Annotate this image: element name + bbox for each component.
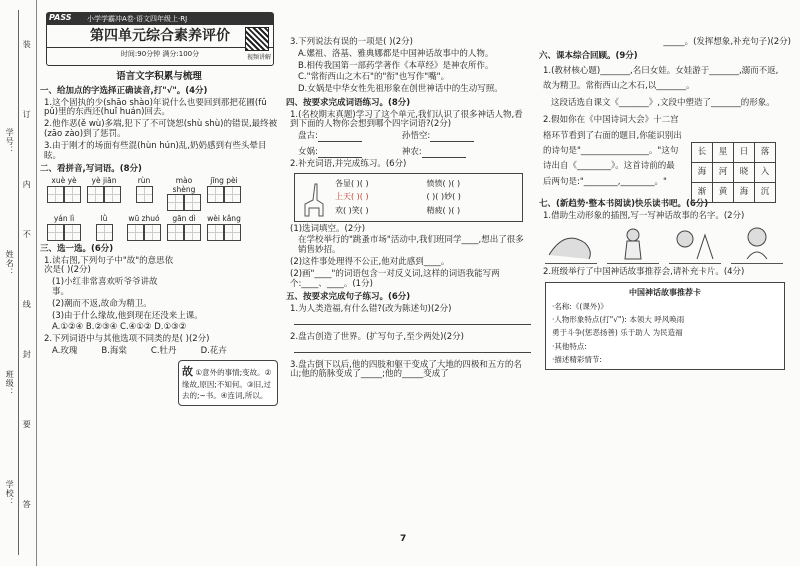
q7-2: 2.班级举行了中国神话故事推荐会,请补充卡片。(4分)	[543, 267, 745, 278]
grid-cell[interactable]: 长	[692, 143, 713, 163]
q7-1: 1.借助生动形象的插图,写一写神话故事的名字。(2分)	[543, 210, 745, 221]
q3-3-option[interactable]: B.相传我国第一部药学著作《本草经》是神农所作。	[298, 60, 494, 71]
label-name: 姓名：	[5, 250, 15, 277]
person-pangu[interactable]: 盘古:	[298, 132, 362, 142]
q3-3-option[interactable]: D.女娲是中华女性先祖形象在创世神话中的生动写照。	[298, 84, 503, 95]
q4-sub[interactable]: 在学校举行的"跳蚤市场"活动中,我们班同学____,想出了很多销售妙招。	[298, 235, 524, 256]
binding-line	[18, 10, 19, 555]
exam-header	[46, 12, 274, 66]
fill-item[interactable]: 精疲( )( )	[426, 206, 461, 216]
continued-line[interactable]: _____。(发挥想象,补充句子)(2分)	[663, 37, 791, 47]
grid-cell[interactable]: 海	[692, 163, 713, 183]
pinyin-grid	[46, 177, 278, 241]
card-row[interactable]: ·其他特点:	[552, 341, 587, 351]
grid-cell[interactable]: 沉	[755, 183, 776, 203]
binding-mark: 封	[22, 350, 32, 359]
grid-cell[interactable]: 入	[755, 163, 776, 183]
pinyin-cell[interactable]: yán lì	[46, 215, 82, 241]
option-b[interactable]: B.海棠	[101, 345, 127, 356]
dictionary-note	[178, 360, 278, 406]
grid-cell[interactable]: 黄	[713, 183, 734, 203]
pinyin-cell[interactable]: mào shèng	[166, 177, 202, 211]
q3-sentence: (2)潮而不返,故命为精卫。	[52, 298, 152, 309]
card-row[interactable]: ·人物形象特点(打"√"): 本领大 呼风唤雨	[552, 315, 685, 325]
q5-item: 2.盘古创造了世界。(扩写句子,至少两处)(2分)	[290, 331, 464, 342]
fill-item[interactable]: 愤愤( )( )	[426, 178, 461, 188]
qr-code-icon[interactable]	[245, 27, 269, 51]
people-row	[298, 132, 531, 142]
q4-sub: (1)选词填空。(2分)	[290, 223, 366, 234]
q1-item[interactable]: 2.他作恶(ě wù)多端,犯下了不可饶恕(shù shù)的错误,最终被(zāo zào)到了惩罚。	[44, 119, 278, 139]
label-school: 学校：	[5, 480, 15, 507]
binding-mark: 答	[22, 500, 32, 509]
column-1	[40, 0, 278, 530]
fill-item[interactable]: 欢( )笑( )	[335, 206, 369, 216]
binding-mark: 线	[22, 300, 32, 309]
q4-title: 四、按要求完成词语练习。(8分)	[286, 97, 411, 108]
person-nuwa[interactable]: 女娲:	[298, 148, 362, 158]
brand-logo: PASS	[49, 13, 72, 22]
grid-cell[interactable]: 星	[713, 143, 734, 163]
column-2	[286, 0, 531, 530]
card-row[interactable]: ·描述精彩情节:	[552, 354, 602, 364]
q5-title: 五、按要求完成句子练习。(6分)	[286, 292, 411, 303]
note-text: ①意外的事情;变故。②缘故,原因;不知何。③旧,过去的;~书。④连词,所以。	[182, 368, 272, 400]
binding-margin	[0, 0, 37, 566]
label-student-id: 学号：	[5, 128, 15, 155]
q4-sub[interactable]: (2)这件事处理得不公正,他对此感到____。	[290, 256, 450, 267]
card-row[interactable]: 勇于斗争(惩恶扬善) 乐于助人 为民造福	[552, 328, 683, 338]
fill-item[interactable]: ( )( )妙( )	[426, 192, 461, 202]
illustration-icon[interactable]	[731, 225, 783, 264]
card-row[interactable]: ·名称:《(课外)》	[552, 302, 608, 312]
exam-info: 时间:90分钟 满分:100分	[47, 47, 273, 58]
grid-cell[interactable]: 晓	[734, 163, 755, 183]
grid-cell[interactable]: 日	[734, 143, 755, 163]
pinyin-cell[interactable]: lǜ	[86, 215, 122, 241]
option-a[interactable]: A.玫瑰	[52, 345, 78, 356]
q1-item[interactable]: 3.由于刚才的场面有些混(hùn hún)乱,奶奶感到有些头晕目眩。	[44, 140, 267, 161]
fill-item[interactable]: 上天( )( )	[335, 192, 369, 202]
illustration-row	[545, 225, 785, 264]
pinyin-cell[interactable]: rùn	[126, 177, 162, 211]
pinyin-cell[interactable]: xuè yè	[46, 177, 82, 211]
q6-2[interactable]: 2.假如你在《中国诗词大会》十二宫格环节看到了右面的题目,你能识别出的诗句是"________________。"这句诗出自《________》。这首诗前的最后两句是:"________,________。"	[543, 115, 682, 187]
word-fill-box	[294, 173, 523, 222]
q4-2: 2.补充词语,并完成练习。(6分)	[290, 159, 407, 170]
answer-line[interactable]	[294, 323, 531, 325]
grid-cell[interactable]: 海	[734, 183, 755, 203]
illustration-icon[interactable]	[545, 225, 597, 264]
label-class: 班级：	[5, 370, 15, 397]
q2-title: 二、看拼音,写词语。(8分)	[40, 164, 142, 175]
q7-title: 七、(新趋势·整本书阅读)快乐读书吧。(6分)	[539, 198, 709, 209]
page-number: 7	[400, 534, 407, 544]
grid-cell[interactable]: 河	[713, 163, 734, 183]
q3-2-options	[52, 347, 278, 357]
q5-item[interactable]: 3.盘古倒下以后,他的四肢和躯干变成了大地的四极和五方的名山;他的筋脉变成了_____;他的_____变成了	[290, 359, 522, 380]
pinyin-cell[interactable]: wū zhuó	[126, 215, 162, 241]
answer-line[interactable]	[294, 351, 531, 353]
q3-3: 3.下列说法有误的一项是( )(2分)	[290, 37, 413, 47]
q4-sub[interactable]: (2)画"____"的词语包含一对反义词,这样的词语我能写两个:____、____。(1分)	[290, 268, 500, 289]
binding-mark: 不	[22, 230, 32, 239]
person-sunwukong[interactable]: 孙悟空:	[402, 132, 474, 142]
binding-mark: 要	[22, 420, 32, 429]
people-row	[298, 148, 531, 158]
column-3	[539, 0, 791, 530]
note-character: 故	[182, 365, 193, 378]
pinyin-cell[interactable]: yè jiān	[86, 177, 122, 211]
fill-item[interactable]: 各显( )( )	[335, 178, 369, 188]
pinyin-cell[interactable]: gān dì	[166, 215, 202, 241]
illustration-icon[interactable]	[669, 225, 721, 264]
q4-1: 1.(名校期末真题)学习了这个单元,我们认识了很多神话人物,看到下面的人物你会想到哪个四字词语?(2分)	[290, 109, 523, 130]
q6-1[interactable]: 1.(教材核心题)_______,名曰女娃。女娃游于_______,溺而不返,故为精卫。常衔西山之木石,以_______。	[543, 65, 779, 91]
q3-title: 三、选一选。(6分)	[40, 243, 114, 254]
grid-cell[interactable]: 落	[755, 143, 776, 163]
q1-item[interactable]: 1.这个固执的少(shāo shào)年说什么也要回到那把花圃(fǔ pǔ)里的东西还(huǐ huán)回去。	[44, 97, 267, 118]
section-title: 语言文字积累与梳理	[116, 71, 202, 82]
illustration-icon[interactable]	[607, 225, 659, 264]
giraffe-icon	[301, 182, 325, 218]
q3-1: 1.读右图,下列句子中"故"的意思依次是( )(2分)	[44, 255, 174, 276]
q5-item: 1.为人类造福,有什么错?(改为陈述句)(2分)	[290, 304, 452, 315]
q3-2: 2.下列词语中与其他选项不同类的是( )(2分)	[44, 334, 210, 345]
q1-title: 一、给加点的字选择正确读音,打"√"。(4分)	[40, 85, 208, 96]
binding-mark: 订	[22, 110, 32, 119]
recommend-card	[545, 282, 785, 370]
qr-label: 视频讲解	[246, 54, 271, 62]
person-shennong[interactable]: 神农:	[402, 148, 466, 158]
option-c[interactable]: C.牡丹	[150, 345, 177, 356]
pinyin-cell[interactable]: jīng pèi	[206, 177, 242, 211]
binding-mark: 内	[22, 180, 32, 189]
poem-grid	[691, 142, 776, 203]
q3-sentence: (3)由于什么缘故,他到现在还没来上课。	[52, 310, 203, 321]
q6-1b[interactable]: 这段话选自课文《_______》,文段中塑造了_______的形象。	[551, 98, 775, 109]
q6-title: 六、课本综合回顾。(9分)	[539, 50, 638, 61]
grid-cell[interactable]: 渐	[692, 183, 713, 203]
option-d[interactable]: D.花卉	[200, 345, 227, 356]
card-title: 中国神话故事推荐卡	[629, 288, 701, 298]
pinyin-cell[interactable]: wèi kǎng	[206, 215, 242, 241]
q3-3-option[interactable]: A.嫘祖、洛基、雅典娜都是中国神话故事中的人物。	[298, 48, 494, 59]
page-title: 第四单元综合素养评价	[90, 28, 230, 44]
q3-3-option[interactable]: C."常衔西山之木石"的"衔"也写作"嘴"。	[298, 72, 450, 83]
q3-options[interactable]: A.①②④ B.②③④ C.④①② D.①③②	[52, 322, 187, 333]
header-series: 小学学霸冲A卷·语文四年级上·RJ	[47, 13, 273, 25]
q3-sentence: (1)小红非常喜欢听爷爷讲故事。	[52, 277, 158, 297]
binding-mark: 装	[22, 40, 32, 49]
